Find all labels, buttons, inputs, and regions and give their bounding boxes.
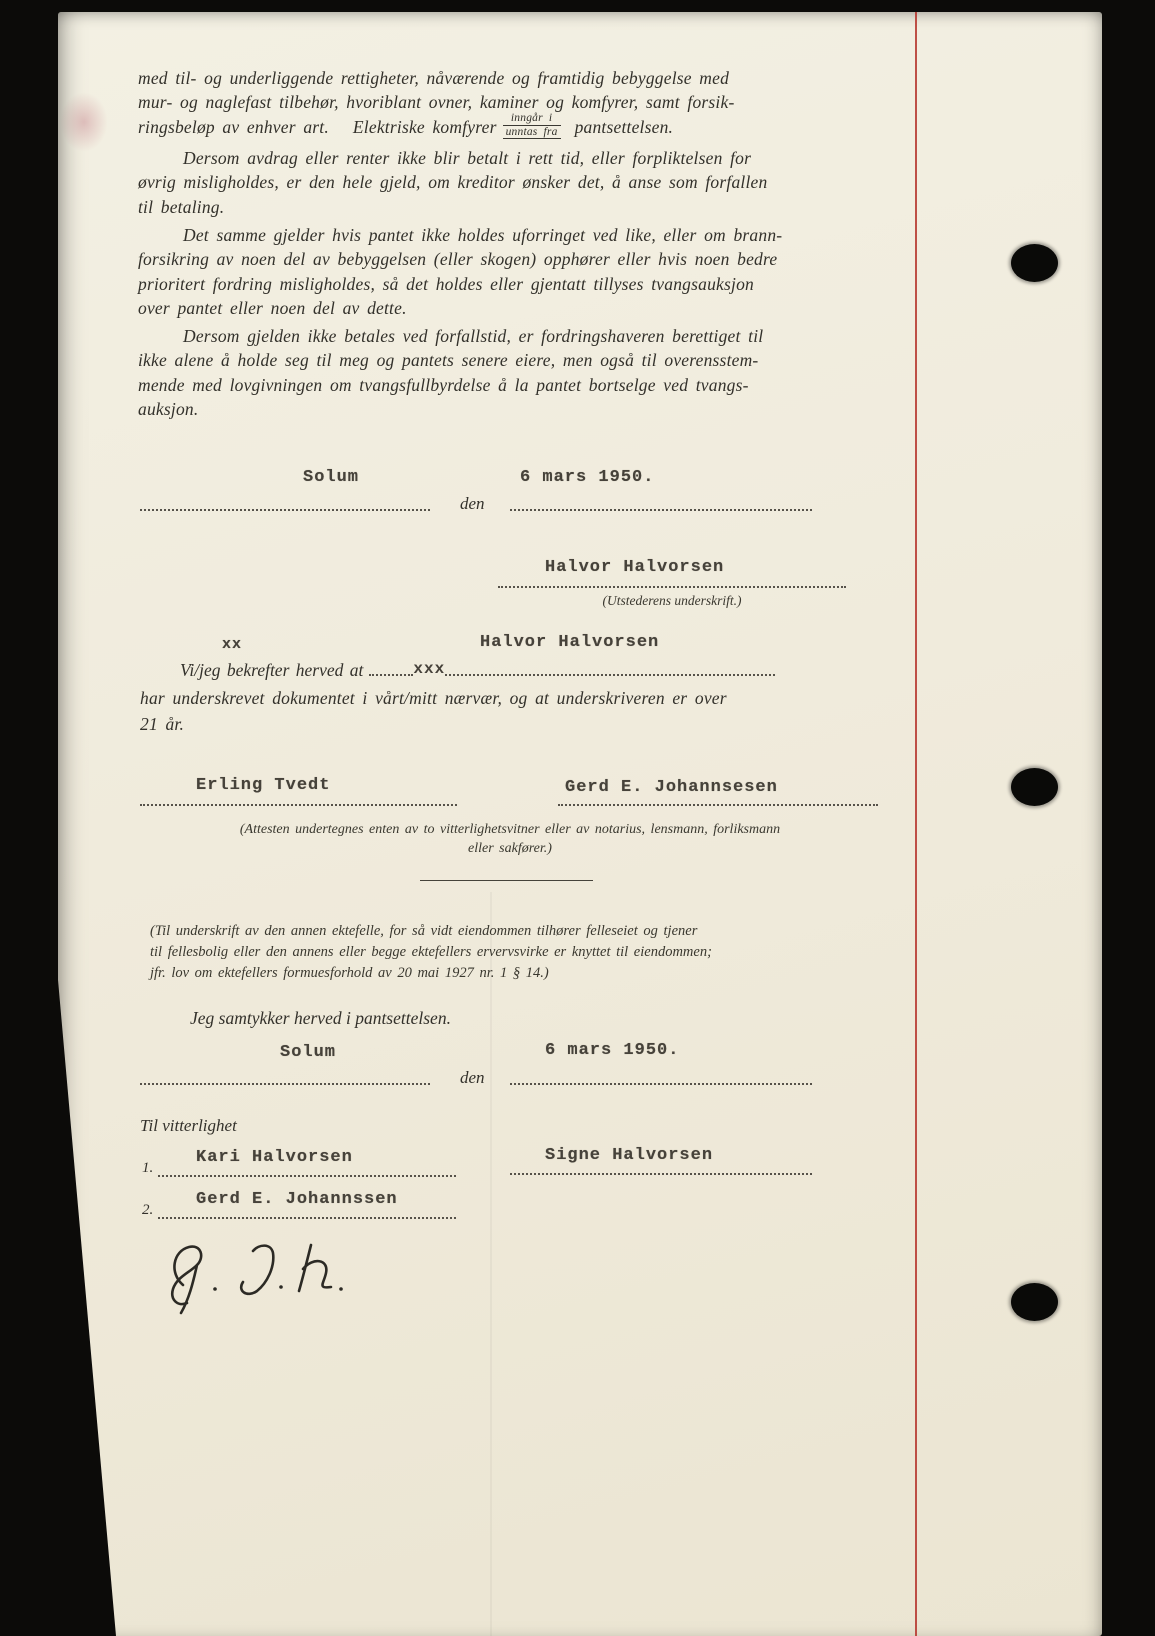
consent-place-typed: Solum — [280, 1043, 337, 1062]
xx-mark-typed: xx — [222, 636, 243, 653]
consent-statement: Jeg samtykker herved i pantsettelsen. — [190, 1008, 451, 1028]
dotted-segment — [369, 660, 413, 676]
place-typed: Solum — [303, 468, 360, 487]
text-line: mur- og naglefast tilbehør, hvoriblant ovner, kaminer og komfyrer, samt forsik- — [138, 92, 735, 113]
deed-paragraph-3 — [138, 223, 892, 320]
date-dotted-line — [510, 508, 812, 511]
dotted-segment — [445, 660, 775, 676]
witness-item-1-number: 1. — [142, 1160, 154, 1176]
text-line: over pantet eller noen del av dette. — [138, 297, 407, 318]
punch-hole — [1011, 768, 1058, 806]
text-line: mende med lovgivningen om tvangsfullbyrdelse å la pantet bortselge ved tvangs- — [138, 374, 749, 395]
punch-hole — [1011, 244, 1058, 282]
margin-red-line — [915, 12, 917, 1636]
place-dotted-line — [140, 508, 430, 511]
text-line: med til- og underliggende rettigheter, nåværende og framtidig bebyggelse med — [138, 68, 730, 88]
text-segment: ringsbeløp av enhver art. — [138, 116, 329, 137]
text-line: Dersom gjelden ikke betales ved forfallstid, er fordringshaveren berettiget til — [183, 326, 764, 347]
spouse-note-line3: jfr. lov om ektefellers formuesforhold av 20 mai 1927 nr. 1 § 14.) — [150, 965, 549, 981]
xxx-mark-typed: xxx — [413, 660, 446, 678]
attestation-note-line2: eller sakfører.) — [468, 841, 552, 856]
witness1-signature-typed: Erling Tvedt — [196, 776, 331, 795]
text-line: forsikring av noen del av bebyggelsen (eller skogen) opphører eller hvis noen bedre — [138, 249, 778, 270]
witness-item-2-name: Gerd E. Johannssen — [196, 1190, 398, 1209]
text-line: Det samme gjelder hvis pantet ikke holdes uforringet ved like, eller om brann- — [183, 224, 783, 245]
consent-date-typed: 6 mars 1950. — [545, 1041, 680, 1060]
handwritten-initials — [153, 1227, 393, 1322]
text-line: øvrig misligholdes, er den hele gjeld, om kreditor ønsker det, å anse som forfallen — [138, 172, 768, 193]
text-line — [138, 112, 892, 142]
choice-option-bottom: unntas fra — [503, 126, 561, 140]
consent-place-dotted-line — [140, 1082, 430, 1085]
issuer-signature-line — [498, 585, 846, 588]
punch-hole — [1011, 1283, 1058, 1321]
section-divider — [420, 880, 593, 881]
witness-item-1-left-line — [158, 1174, 456, 1177]
deed-paragraph-4 — [138, 324, 892, 421]
witness-item-1-right-name: Signe Halvorsen — [545, 1146, 714, 1165]
den-label: den — [460, 494, 485, 513]
deed-paragraph-1 — [138, 66, 892, 142]
issuer-signature-caption: (Utstederens underskrift.) — [602, 593, 742, 608]
ink-smudge — [60, 92, 108, 152]
issuer-signature-typed: Halvor Halvorsen — [545, 558, 725, 577]
witness-item-2-line — [158, 1216, 456, 1219]
confirm-line-2: har underskrevet dokumentet i vårt/mitt nærvær, og at underskriveren er over — [140, 688, 727, 708]
consent-date-dotted-line — [510, 1082, 812, 1085]
witness1-signature-line — [140, 803, 457, 806]
witness2-signature-typed: Gerd E. Johannsesen — [565, 778, 778, 797]
text-line: til betaling. — [138, 196, 225, 217]
text-segment: Elektriske komfyrer — [352, 116, 497, 137]
confirm-name-typed: Halvor Halvorsen — [480, 633, 660, 652]
choice-option-top: inngår i — [503, 112, 561, 126]
witness-item-1-left-name: Kari Halvorsen — [196, 1148, 353, 1167]
confirm-line-1 — [180, 660, 775, 681]
paper-crease — [490, 892, 492, 1636]
paper-sheet — [58, 12, 1102, 1636]
choice-inngar-unntas — [503, 112, 561, 139]
text-segment: pantsettelsen. — [574, 116, 674, 137]
witness-item-1-right-line — [510, 1172, 812, 1175]
confirm-prefix: Vi/jeg bekrefter herved at — [180, 660, 364, 680]
den-label-2: den — [460, 1068, 485, 1087]
text-line: prioritert fordring misligholdes, så det holdes eller gjentatt tillyses tvangsauksjon — [138, 273, 754, 294]
witness-item-2-number: 2. — [142, 1202, 154, 1218]
deed-paragraph-2 — [138, 146, 892, 219]
confirm-line-3: 21 år. — [140, 714, 185, 734]
attestation-note-line1: (Attesten undertegnes enten av to vitterlighetsvitner eller av notarius, lensmann, forliksmann — [239, 822, 781, 837]
spouse-note-line2: til fellesbolig eller den annens eller begge ektefellers ervervsvirke er knyttet til eiendommen; — [150, 944, 712, 960]
witness-list-heading: Til vitterlighet — [140, 1116, 237, 1135]
date-typed: 6 mars 1950. — [520, 468, 655, 487]
witness2-signature-line — [558, 803, 878, 806]
text-line: auksjon. — [138, 399, 199, 420]
deed-body-text — [138, 66, 892, 425]
text-line: ikke alene å holde seg til meg og pantets senere eiere, men også til overensstem- — [138, 350, 759, 371]
text-line: Dersom avdrag eller renter ikke blir betalt i rett tid, eller forpliktelsen for — [183, 148, 752, 169]
spouse-note-line1: (Til underskrift av den annen ektefelle, for så vidt eiendommen tilhører felleseiet og tjener — [150, 923, 698, 939]
